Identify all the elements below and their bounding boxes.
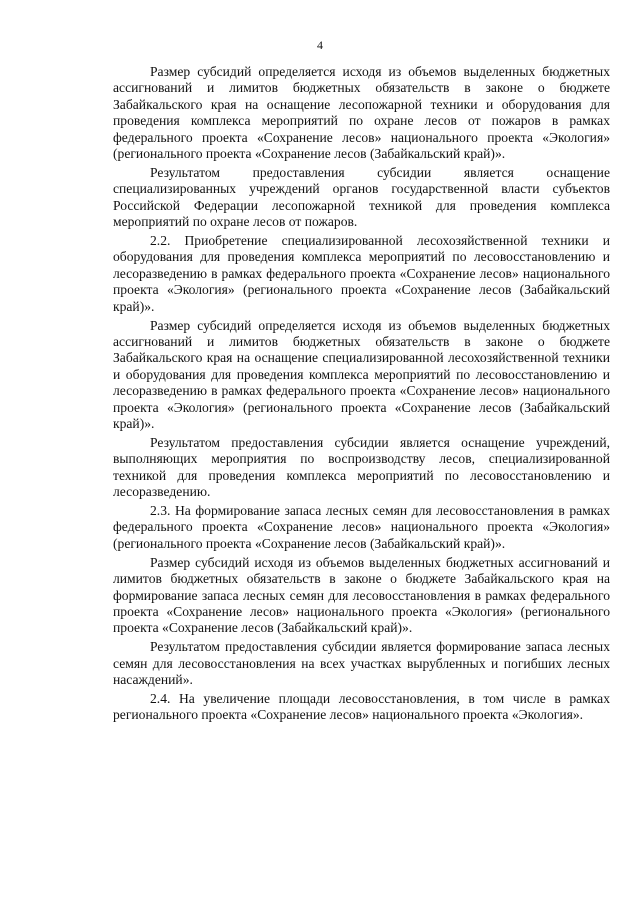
paragraph-result-seed-stock: Результатом предоставления субсидии является формирование запаса лесных семян для лесовосстановления на всех участках вырубленных и погибших лесных насаждений». (113, 639, 610, 688)
paragraph-subsidy-size-fire-equipment: Размер субсидий определяется исходя из объемов выделенных бюджетных ассигнований и лимитов бюджетных обязательств в законе о бюджете Забайкальского края на оснащение лесопожарной техники и оборудования для проведения комплекса мероприятий по охране лесов от пожаров в рамках федерального проекта «Сохранение лесов» национального проекта «Экология» (регионального проекта «Сохранение лесов (Забайкальский край)». (113, 64, 610, 162)
paragraph-result-fire-equipment: Результатом предоставления субсидии является оснащение специализированных учреждений органов государственной власти субъектов Российской Федерации лесопожарной техникой для проведения комплекса мероприятий по охране лесов от пожаров. (113, 164, 610, 230)
paragraph-item-2-2: 2.2. Приобретение специализированной лесохозяйственной техники и оборудования для проведения комплекса мероприятий по лесовосстановлению и лесоразведению в рамках федерального проекта «Сохранение лесов» национального проекта «Экология» (регионального проекта «Сохранение лесов (Забайкальский край)». (113, 233, 610, 314)
paragraph-result-forestry-equipment: Результатом предоставления субсидии является оснащение учреждений, выполняющих мероприятия по воспроизводству лесов, специализированной техникой для проведения комплекса мероприятий по лесовосстановлению и лесоразведению. (113, 434, 610, 500)
paragraph-subsidy-size-seed-stock: Размер субсидий исходя из объемов выделенных бюджетных ассигнований и лимитов бюджетных обязательств в законе о бюджете Забайкальского края на формирование запаса лесных семян для лесовосстановления в рамках федерального проекта «Сохранение лесов» национального проекта «Экология» (регионального проекта «Сохранение лесов (Забайкальский край)». (113, 554, 610, 636)
page-number: 4 (317, 38, 323, 52)
paragraph-item-2-3: 2.3. На формирование запаса лесных семян для лесовосстановления в рамках федерального проекта «Сохранение лесов» национального проекта «Экология» (регионального проекта «Сохранение лесов (Забайкальский край)». (113, 503, 610, 551)
paragraph-subsidy-size-forestry-equipment: Размер субсидий определяется исходя из объемов выделенных бюджетных ассигнований и лимитов бюджетных обязательств в законе о бюджете Забайкальского края на оснащение специализированной лесохозяйственной техники и оборудования для проведения комплекса мероприятий по лесовосстановлению и лесоразведению в рамках федерального проекта «Сохранение лесов» национального проекта «Экология» (регионального проекта «Сохранение лесов (Забайкальский край)». (113, 317, 610, 432)
document-body (113, 64, 610, 726)
paragraph-item-2-4: 2.4. На увеличение площади лесовосстановления, в том числе в рамках регионального проекта «Сохранение лесов» национального проекта «Экология». (113, 691, 610, 723)
